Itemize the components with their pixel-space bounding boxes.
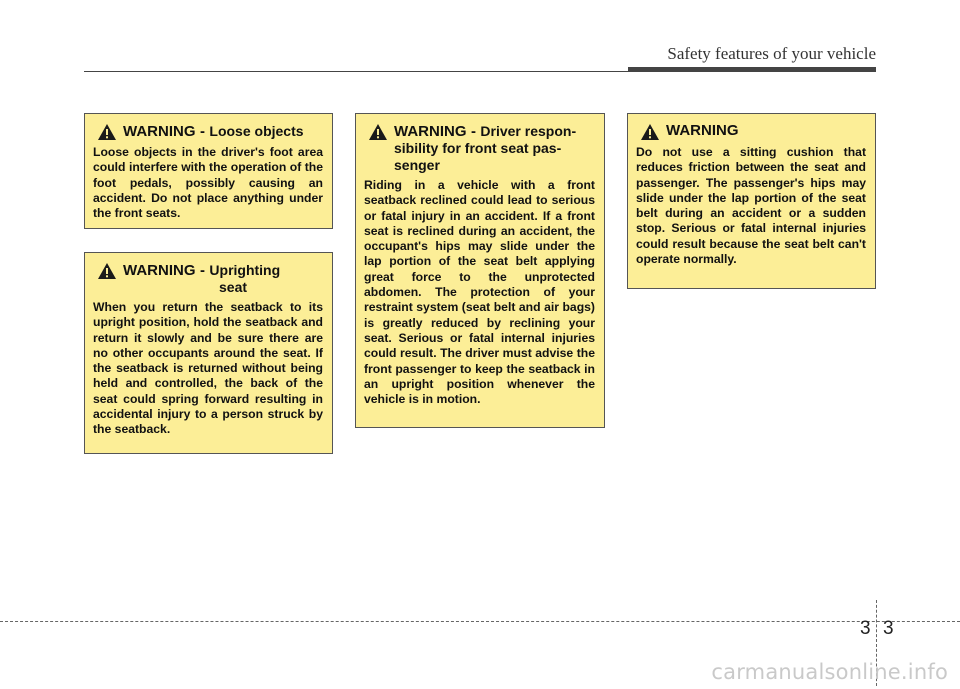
- page-number: 3: [883, 618, 894, 639]
- warning-separator: -: [199, 262, 205, 279]
- warning-header: [636, 123, 866, 141]
- warning-label: WARNING: [666, 122, 739, 139]
- warning-body: Riding in a vehicle with a front seatback reclined could lead to serious or fatal injury in an accident. If a front seat is reclined during an accident, the occupant's hips may slide under the lap portion of the seat belt applying great force to the unprotected abdomen. The protection of your restraint system (seat belt and air bags) is greatly reduced by reclining your seat. Serious or fatal internal injuries could result. The driver must advise the front passenger to keep the seatback in an upright position whenever the vehicle is in motion.: [364, 178, 595, 407]
- watermark: carmanualsonline.info: [711, 660, 948, 684]
- warning-triangle-icon: [368, 123, 388, 141]
- warning-body: Loose objects in the driver's foot area could interfere with the operation of the foot pedals, possibly causing an accident. Do not place anything under the front seats.: [93, 145, 323, 221]
- warning-subtitle: Loose objects: [209, 123, 304, 139]
- warning-subtitle: Uprighting: [209, 262, 281, 278]
- page-number-chapter: 3: [860, 618, 871, 639]
- warning-body: When you return the seatback to its upright position, hold the seatback and return it slowly and be sure there are no other occupants around the seat. If the seatback is returned without being held and controlled, the back of the seat could spring forward resulting in accidental injury to a person struck by the seatback.: [93, 300, 323, 437]
- warning-header: [93, 123, 323, 141]
- header-rule: [84, 71, 876, 72]
- warning-separator: -: [470, 123, 476, 140]
- warning-label: WARNING: [123, 262, 196, 279]
- warning-triangle-icon: [640, 123, 660, 141]
- warning-label: WARNING: [123, 123, 196, 140]
- warning-triangle-icon: [97, 123, 117, 141]
- section-title: Safety features of your vehicle: [667, 44, 876, 63]
- warning-header: [364, 123, 595, 174]
- warning-subtitle-cont: seat: [219, 279, 248, 295]
- warning-label: WARNING: [394, 123, 467, 140]
- warning-triangle-icon: [97, 262, 117, 280]
- warning-box-driver-responsibility: [355, 113, 605, 428]
- warning-subtitle-cont: sibility for front seat pas-: [394, 140, 562, 156]
- warning-separator: -: [199, 123, 205, 140]
- warning-subtitle: Driver respon-: [480, 123, 577, 139]
- warning-header: [93, 262, 323, 296]
- warning-box-uprighting-seat: [84, 252, 333, 454]
- warning-box-loose-objects: [84, 113, 333, 229]
- warning-subtitle-cont: senger: [394, 157, 440, 173]
- warning-body: Do not use a sitting cushion that reduces friction between the seat and passenger. The passenger's hips may slide under the lap portion of the seat belt during an accident or a sudden stop. Serious or fatal internal injuries could result because the seat belt can't operate normally.: [636, 145, 866, 267]
- warning-box-sitting-cushion: [627, 113, 876, 289]
- footer-rule: [0, 621, 960, 622]
